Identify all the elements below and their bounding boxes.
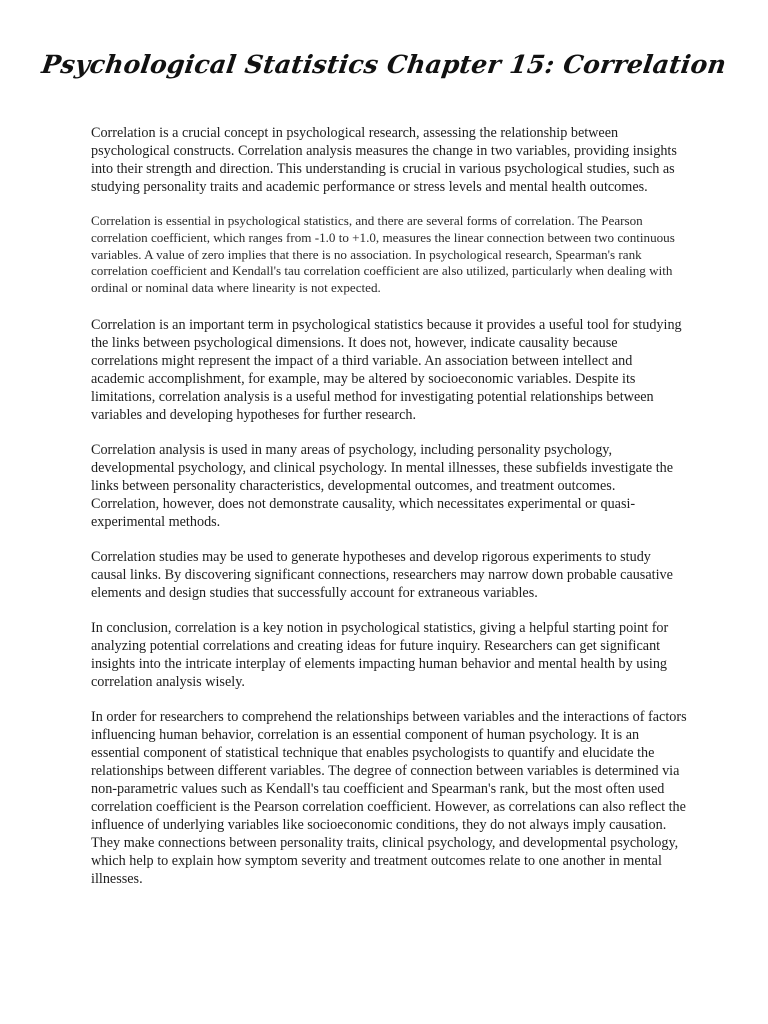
document-body — [91, 124, 687, 905]
paragraph-summary: In order for researchers to comprehend the relationships between variables and the interactions of factors influencing human behavior, correlation is an essential component of human psychology. It is an essential component of statistical technique that enables psychologists to quantify and elucidate the relationships between different variables. The degree of connection between variables is determined via non-parametric values such as Kendall's tau coefficient and Spearman's rank, but the most often used correlation coefficient is the Pearson correlation coefficient. However, as correlations can also reflect the influence of underlying variables like socioeconomic conditions, they do not always imply causation. They make connections between personality traits, clinical psychology, and developmental psychology, which help to explain how symptom severity and treatment outcomes relate to one another in mental illnesses. — [91, 708, 687, 887]
paragraph-hypotheses: Correlation studies may be used to generate hypotheses and develop rigorous experiments to study causal links. By discovering significant connections, researchers may narrow down probable causative elements and design studies that successfully account for extraneous variables. — [91, 548, 673, 601]
paragraph-conclusion: In conclusion, correlation is a key notion in psychological statistics, giving a helpful starting point for analyzing potential correlations and creating ideas for future inquiry. Researchers can get significant insights into the intricate interplay of elements impacting human behavior and mental health by using correlation analysis wisely. — [91, 619, 669, 690]
paragraph-forms-of-correlation: Correlation is essential in psychological statistics, and there are several forms of correlation. The Pearson correlation coefficient, which ranges from -1.0 to +1.0, measures the linear connection between two continuous variables. A value of zero implies that there is no association. In psychological research, Spearman's rank correlation coefficient and Kendall's tau correlation coefficient are also utilized, particularly when dealing with ordinal or nominal data where linearity is not expected. — [91, 213, 675, 296]
paragraph-applications: Correlation analysis is used in many areas of psychology, including personality psychology, developmental psychology, and clinical psychology. In mental illnesses, these subfields investigate the links between personality characteristics, developmental outcomes, and treatment outcomes. Correlation, however, does not demonstrate causality, which necessitates experimental or quasi-experimental methods. — [91, 441, 674, 530]
paragraph-intro: Correlation is a crucial concept in psychological research, assessing the relationship between psychological constructs. Correlation analysis measures the change in two variables, providing insights into their strength and direction. This understanding is crucial in various psychological studies, such as studying personality traits and academic performance or stress levels and mental health outcomes. — [91, 125, 677, 195]
document-title: Psychological Statistics Chapter 15: Correlation — [39, 50, 729, 79]
paragraph-importance: Correlation is an important term in psychological statistics because it provides a useful tool for studying the links between psychological dimensions. It does not, however, indicate causality because correlations might represent the impact of a third variable. An association between intellect and academic accomplishment, for example, may be altered by socioeconomic variables. Despite its limitations, correlation analysis is a useful method for investigating potential relationships between variables and developing hypotheses for further research. — [91, 316, 682, 423]
